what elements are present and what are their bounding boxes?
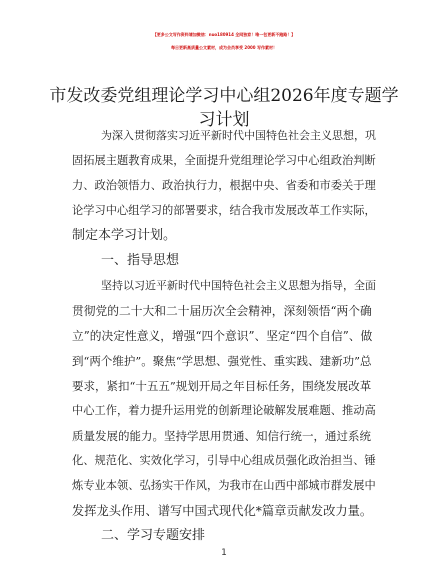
section-heading: 二、学习专题安排 — [101, 528, 206, 543]
paragraph-line: 力、政治领悟力、政治执行力，根据中央、省委和市委关于理 — [72, 179, 376, 192]
paragraph-line: 中心工作，着力提升运用党的创新理论破解发展难题、推动高 — [72, 404, 376, 417]
paragraph-line: 立”的决定性意义，增强“四个意识”、坚定“四个自信”、做 — [72, 329, 373, 343]
paragraph-line: 炼专业本领、弘扬实干作风，为我市在山西中部城市群发展中 — [72, 479, 376, 492]
section-heading: 一、指导思想 — [101, 253, 180, 268]
paragraph-line: 到“两个维护”。聚焦“学思想、强党性、重实践、建新功”总 — [72, 354, 372, 368]
paragraph-line: 为深入贯彻落实习近平新时代中国特色社会主义思想，巩 — [101, 129, 376, 142]
document-title-line-2: 习计划 — [198, 110, 250, 130]
promo-banner-line-1: 【更多公文写作资料请加微信：nuo180914 全网独家！唯一包更新不跑路！】 — [152, 32, 296, 37]
paragraph-line: 坚持以习近平新时代中国特色社会主义思想为指导，全面 — [101, 279, 376, 292]
paragraph-line: 贯彻党的二十大和二十届历次全会精神，深刻领悟“两个确 — [72, 304, 372, 318]
page-number: 1 — [221, 548, 227, 558]
paragraph-line: 质量发展的能力。坚持学思用贯通、知信行统一，通过系统 — [72, 429, 371, 443]
paragraph-line: 论学习中心组学习的部署要求，结合我市发展改革工作实际， — [72, 204, 376, 217]
paragraph-line: 制定本学习计划。 — [72, 228, 177, 243]
document-title-line-1: 市发改委党组理论学习中心组2026年度专题学 — [49, 86, 399, 106]
paragraph-line: 要求，紧扣“十五五”规划开局之年目标任务，围绕发展改革 — [72, 379, 372, 393]
paragraph-line: 发挥龙头作用、谱写中国式现代化*篇章贡献发改力量。 — [72, 504, 373, 518]
promo-banner-line-2: 每日更新高质量公文素材，成为会员享受 2000 写作素材！ — [171, 45, 277, 50]
paragraph-line: 化、规范化、实效化学习，引导中心组成员强化政治担当、锤 — [72, 454, 376, 467]
paragraph-line: 固拓展主题教育成果，全面提升党组理论学习中心组政治判断 — [72, 154, 376, 167]
